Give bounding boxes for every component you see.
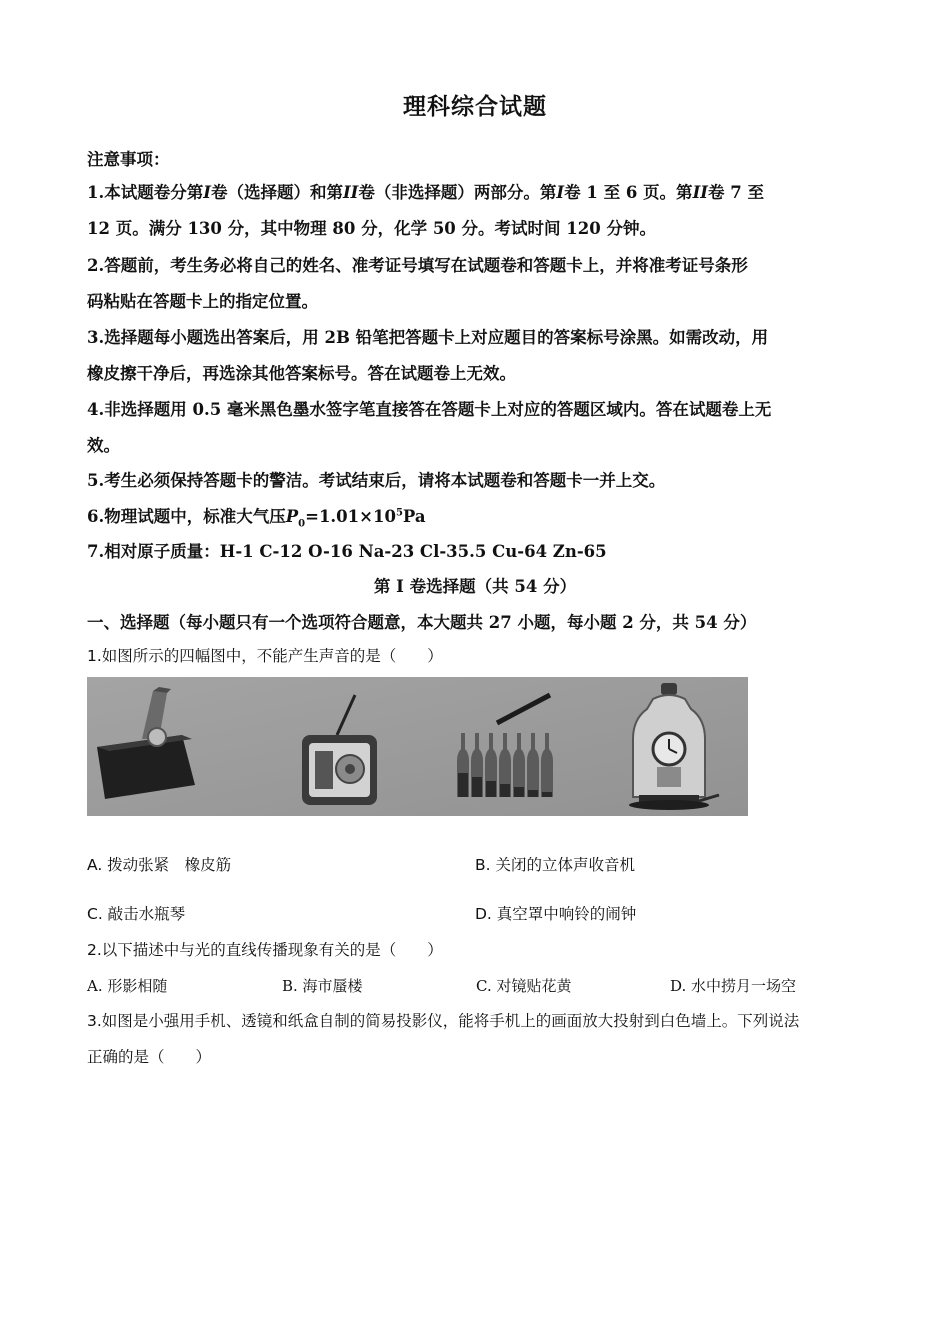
notice-line-4: 码粘贴在答题卡上的指定位置。 bbox=[87, 292, 318, 311]
part-heading: 一、选择题（每小题只有一个选项符合题意，本大题共 27 小题，每小题 2 分，共 54 分） bbox=[87, 613, 757, 632]
question-2-option-c: C. 对镜贴花黄 bbox=[476, 977, 572, 995]
question-2-option-a: A. 形影相随 bbox=[87, 977, 168, 995]
notice-line-5: 3.选择题每小题选出答案后，用 2B 铅笔把答题卡上对应题目的答案标号涂黑。如需改动，用 bbox=[87, 328, 769, 347]
question-1-option-c: C. 敲击水瓶琴 bbox=[87, 905, 186, 923]
notice-line-2: 12 页。满分 130 分，其中物理 80 分，化学 50 分。考试时间 120 分钟。 bbox=[87, 219, 656, 238]
question-2-stem: 2.以下描述中与光的直线传播现象有关的是（ ） bbox=[87, 941, 443, 959]
notice-line-1: 1.本试题卷分第I卷（选择题）和第II卷（非选择题）两部分。第I卷 1 至 6 页。第II卷 7 至 bbox=[87, 183, 764, 202]
notice-line-6: 橡皮擦干净后，再选涂其他答案标号。答在试题卷上无效。 bbox=[87, 364, 516, 383]
question-1-option-d: D. 真空罩中响铃的闹钟 bbox=[475, 905, 637, 923]
page-title: 理科综合试题 bbox=[403, 93, 547, 120]
notice-heading: 注意事项： bbox=[87, 150, 170, 169]
notice-line-7: 4.非选择题用 0.5 毫米黑色墨水签字笔直接答在答题卡上对应的答题区域内。答在试题卷上无 bbox=[87, 400, 772, 419]
notice-line-10: 6.物理试题中，标准大气压$P_0=1.01\times 10^5Pa$ bbox=[87, 507, 426, 530]
question-1-stem: 1.如图所示的四幅图中，不能产生声音的是（ ） bbox=[87, 647, 443, 665]
notice-line-9: 5.考生必须保持答题卡的警洁。考试结束后，请将本试题卷和答题卡一并上交。 bbox=[87, 471, 666, 490]
notice-line-11: 7.相对原子质量：H-1 C-12 O-16 Na-23 Cl-35.5 Cu-64 Zn-65 bbox=[87, 542, 607, 561]
question-3-stem-line-1: 3.如图是小强用手机、透镜和纸盒自制的简易投影仪，能将手机上的画面放大投射到白色墙上。下列说法 bbox=[87, 1012, 800, 1030]
question-3-stem-line-2: 正确的是（ ） bbox=[87, 1048, 212, 1066]
notice-line-3: 2.答题前，考生务必将自己的姓名、准考证号填写在试题卷和答题卡上，并将准考证号条形 bbox=[87, 256, 748, 275]
section-heading: 第 I 卷选择题（共 54 分） bbox=[373, 577, 577, 596]
question-1-option-b: B. 关闭的立体声收音机 bbox=[475, 856, 635, 874]
question-1-option-a: A. 拨动张紧 橡皮筋 bbox=[87, 856, 232, 874]
question-2-option-d: D. 水中捞月一场空 bbox=[670, 977, 797, 995]
sound-sources-illustration bbox=[87, 677, 748, 816]
question-1-figure bbox=[87, 677, 748, 816]
notice-line-8: 效。 bbox=[87, 436, 120, 455]
question-2-option-b: B. 海市蜃楼 bbox=[282, 977, 363, 995]
